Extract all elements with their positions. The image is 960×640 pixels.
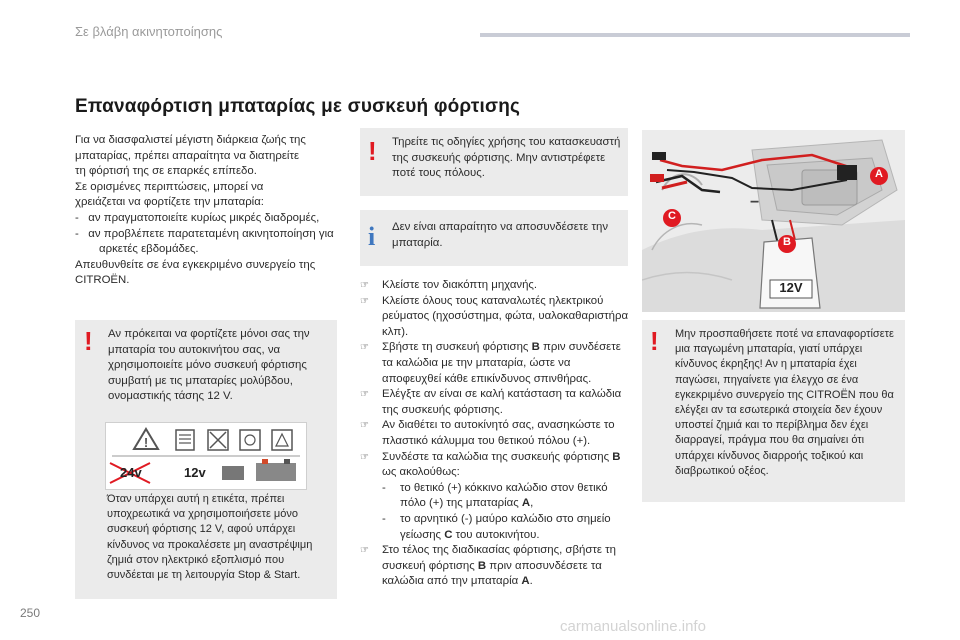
diagram-label-c: C — [668, 210, 676, 222]
warning-box-charger — [75, 320, 337, 599]
warning-text: Τηρείτε τις οδηγίες χρήσης του κατασκευαστή της συσκευής φόρτισης. Μην αντιστρέφετε ποτέ τους πόλους. — [392, 136, 621, 180]
intro-line: μπαταρίας, πρέπει απαραίτητα να διατηρείτε — [75, 149, 300, 162]
info-text: Δεν είναι απαραίτητο να αποσυνδέσετε την μπαταρία. — [392, 221, 609, 249]
finger-icon: ☞ — [360, 342, 369, 354]
label-12v: 12v — [184, 465, 206, 480]
list-item: ☞ Αν διαθέτει το αυτοκίνητό σας, ανασηκώστε το πλαστικό κάλυμμα του θετικού πόλου (+). — [360, 419, 615, 447]
intro-bullet: - αν προβλέπετε παρατεταμένη ακινητοποίηση για αρκετές εβδομάδες. — [75, 227, 334, 256]
warning-icon: ! — [368, 136, 377, 166]
warning-box-instructions — [360, 128, 628, 196]
minus-terminal-symbol: − — [750, 194, 760, 211]
finger-icon: ☞ — [360, 280, 369, 291]
info-box — [360, 210, 628, 266]
list-item: ☞ Συνδέστε τα καλώδια της συσκευής φόρτισης B ως ακολούθως: — [360, 450, 621, 479]
list-item: ☞ Κλείστε όλους τους καταναλωτές ηλεκτρικού ρεύματος (ηχοσύστημα, φώτα, υαλοκαθαριστήρα κλπ). — [360, 294, 629, 338]
battery-charger-diagram — [642, 130, 905, 312]
intro-line: Για να διασφαλιστεί μέγιστη διάρκεια ζωής της — [75, 134, 306, 146]
charger-voltage: 12V — [779, 280, 803, 295]
diagram-label-a: A — [875, 168, 883, 180]
finger-icon: ☞ — [360, 545, 369, 557]
list-item: ☞ Στο τέλος της διαδικασίας φόρτισης, σβήστε τη συσκευή φόρτισης B πριν αποσυνδέσετε τα καλώδια από την μπαταρία A. — [360, 544, 616, 588]
label-caption: Όταν υπάρχει αυτή η ετικέτα, πρέπει υποχρεωτικά να χρησιμοποιήσετε μόνο συσκευή φόρτισης 12 V, αφού υπάρχει κίνδυνος να προκαλέσετε μη αναστρέψιμη ζημιά στον ηλεκτρικό εξοπλισμό που συνδέεται με τη λειτουργία Stop & Start. — [107, 493, 313, 582]
svg-text:!: ! — [143, 435, 149, 450]
list-subitem: - το αρνητικό (-) μαύρο καλώδιο στο σημείο γείωσης C του αυτοκινήτου. — [382, 512, 611, 541]
warning-icon: ! — [84, 326, 93, 356]
intro-line: τη φόρτισή της σε επαρκές επίπεδο. — [75, 165, 257, 178]
diagram-label-b: B — [783, 236, 791, 248]
warning-text: Μην προσπαθήσετε ποτέ να επαναφορτίσετε μια παγωμένη μπαταρία, γιατί υπάρχει κίνδυνος έκρηξης! Αν η μπαταρία έχει παγώσει, πηγαίνετε για έλεγχο σε ένα εγκεκριμένο συνεργείο της CITROËN που θα ελέγξει αν τα εσωτερικά στοιχεία δεν έχουν υποστεί ζημιά και το περίβλημα δεν έχει διαρραγεί, πράγμα που θα σημαίνει ότι υπάρχει κίνδυνος διαρροής τοξικού και διαβρωτικού οξέος. — [675, 328, 894, 477]
steps-list — [360, 278, 630, 590]
label-24v: 24v — [120, 465, 142, 480]
warning-box-frozen — [642, 320, 905, 502]
intro-text — [75, 133, 337, 289]
finger-icon: ☞ — [360, 451, 369, 463]
list-item: ☞ Κλείστε τον διακόπτη μηχανής. — [360, 278, 630, 294]
intro-bullet: - αν πραγματοποιείτε κυρίως μικρές διαδρομές, — [75, 211, 320, 224]
warning-text: Αν πρόκειται να φορτίζετε μόνοι σας την μπαταρία του αυτοκινήτου σας, να χρησιμοποιείτε μόνο συσκευή φόρτισης συμβατή με τις μπαταρίες μολύβδου, ονομαστικής τάσης 12 V. — [108, 328, 310, 403]
page-title: Επαναφόρτιση μπαταρίας με συσκευή φόρτισης — [75, 96, 521, 117]
intro-line: Σε ορισμένες περιπτώσεις, μπορεί να — [75, 180, 264, 193]
watermark: carmanualsonline.info — [560, 618, 706, 635]
list-item: ☞ Σβήστε τη συσκευή φόρτισης B πριν συνδέσετε τα καλώδια με την μπαταρία, ώστε να αποφευχθεί κάθε επικίνδυνος σπινθήρας. — [360, 341, 621, 385]
page-number: 250 — [20, 606, 41, 620]
stop-start-label — [105, 422, 307, 490]
intro-closing: Απευθυνθείτε σε ένα εγκεκριμένο συνεργείο της CITROËN. — [75, 258, 316, 287]
list-item: ☞ Ελέγξτε αν είναι σε καλή κατάσταση τα καλώδια της συσκευής φόρτισης. — [360, 388, 622, 416]
warning-icon: ! — [650, 326, 659, 356]
section-header: Σε βλάβη ακινητοποίησης — [75, 24, 223, 39]
finger-icon: ☞ — [360, 389, 369, 401]
info-icon: i — [368, 222, 376, 251]
header-bar — [480, 33, 910, 37]
intro-line: χρειάζεται να φορτίζετε την μπαταρία: — [75, 196, 264, 209]
list-subitem: - το θετικό (+) κόκκινο καλώδιο στον θετικό πόλο (+) της μπαταρίας A, — [382, 481, 608, 510]
finger-icon: ☞ — [360, 420, 369, 432]
finger-icon: ☞ — [360, 295, 369, 307]
